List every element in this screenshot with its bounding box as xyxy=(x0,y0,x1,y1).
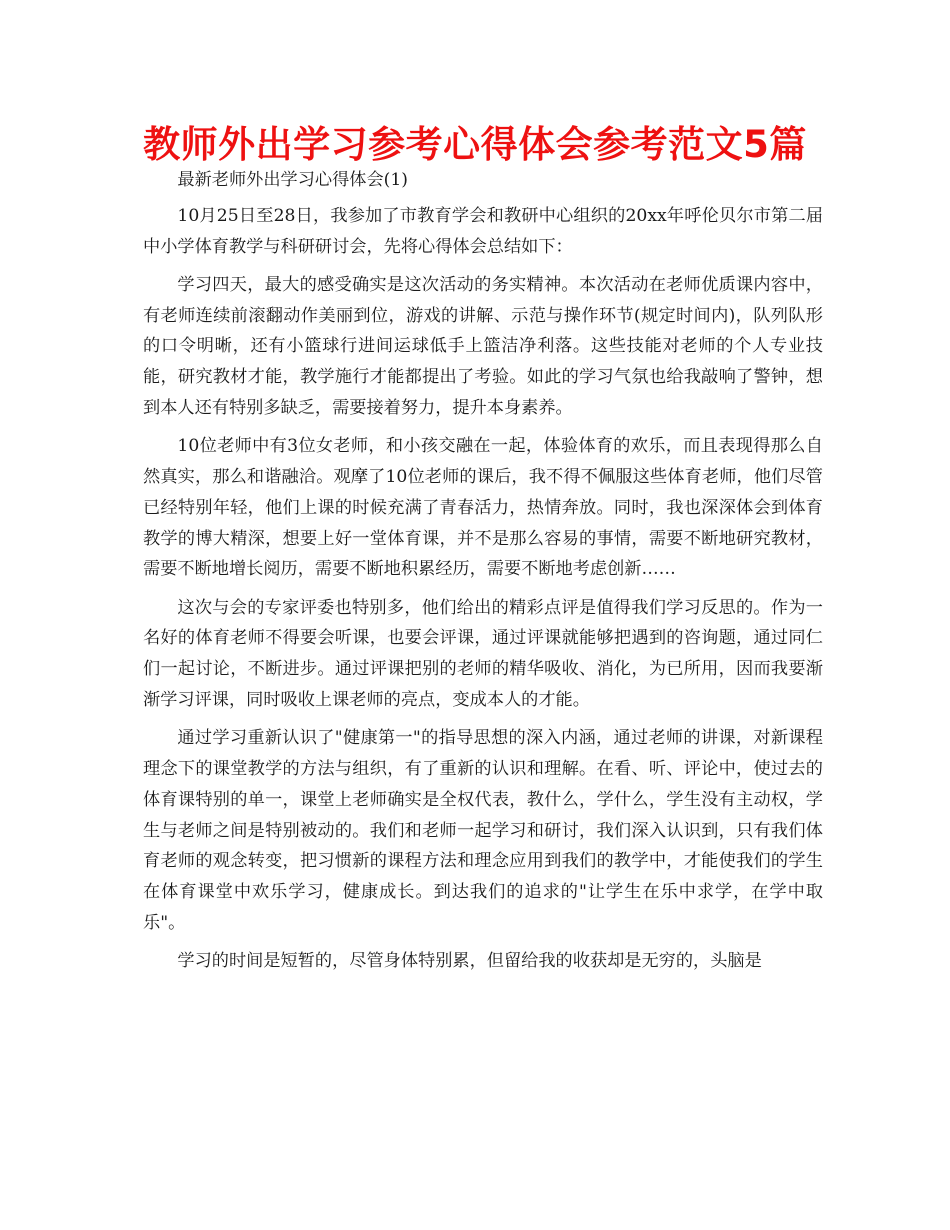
paragraph-5: 通过学习重新认识了"健康第一"的指导思想的深入内涵，通过老师的讲课，对新课程理念下的课堂教学的方法与组织，有了重新的认识和理解。在看、听、评论中，使过去的体育课特别的单一，课堂上老师确实是全权代表，教什么，学什么，学生没有主动权，学生与老师之间是特别被动的。我们和老师一起学习和研讨，我们深入认识到，只有我们体育老师的观念转变，把习惯新的课程方法和理念应用到我们的教学中，才能使我们的学生在体育课堂中欢乐学习，健康成长。到达我们的追求的"让学生在乐中求学，在学中取乐"。 xyxy=(143,728,823,933)
paragraph-1: 10月25日至28日，我参加了市教育学会和教研中心组织的20xx年呼伦贝尔市第二届中小学体育教学与科研研讨会，先将心得体会总结如下： xyxy=(143,205,823,257)
paragraph-3: 10位老师中有3位女老师，和小孩交融在一起，体验体育的欢乐，而且表现得那么自然真实，那么和谐融洽。观摩了10位老师的课后，我不得不佩服这些体育老师，他们尽管已经特别年轻，他们上课的时候充满了青春活力，热情奔放。同时，我也深深体会到体育教学的博大精深，想要上好一堂体育课，并不是那么容易的事情，需要不断地研究教材，需要不断地增长阅历，需要不断地积累经历，需要不断地考虑创新…… xyxy=(143,436,823,580)
paragraph-4: 这次与会的专家评委也特别多，他们给出的精彩点评是值得我们学习反思的。作为一名好的体育老师不得要会听课，也要会评课，通过评课就能够把遇到的咨询题，通过同仁们一起讨论，不断进步。通过评课把别的老师的精华吸收、消化，为已所用，因而我要渐渐学习评课，同时吸收上课老师的亮点，变成本人的才能。 xyxy=(143,597,823,710)
document-title: 教师外出学习参考心得体会参考范文5篇 xyxy=(143,123,807,166)
paragraph-6: 学习的时间是短暂的，尽管身体特别累，但留给我的收获却是无穷的，头脑是 xyxy=(177,951,762,972)
paragraph-2: 学习四天，最大的感受确实是这次活动的务实精神。本次活动在老师优质课内容中，有老师连续前滚翻动作美丽到位，游戏的讲解、示范与操作环节(规定时间内)，队列队形的口令明晰，还有小篮球行进间运球低手上篮洁净利落。这些技能对老师的个人专业技能，研究教材才能，教学施行才能都提出了考验。如此的学习气氛也给我敲响了警钟，想到本人还有特别多缺乏，需要接着努力，提升本身素养。 xyxy=(143,274,823,418)
document-body xyxy=(143,165,823,984)
document-subtitle: 最新老师外出学习心得体会(1) xyxy=(177,170,408,190)
